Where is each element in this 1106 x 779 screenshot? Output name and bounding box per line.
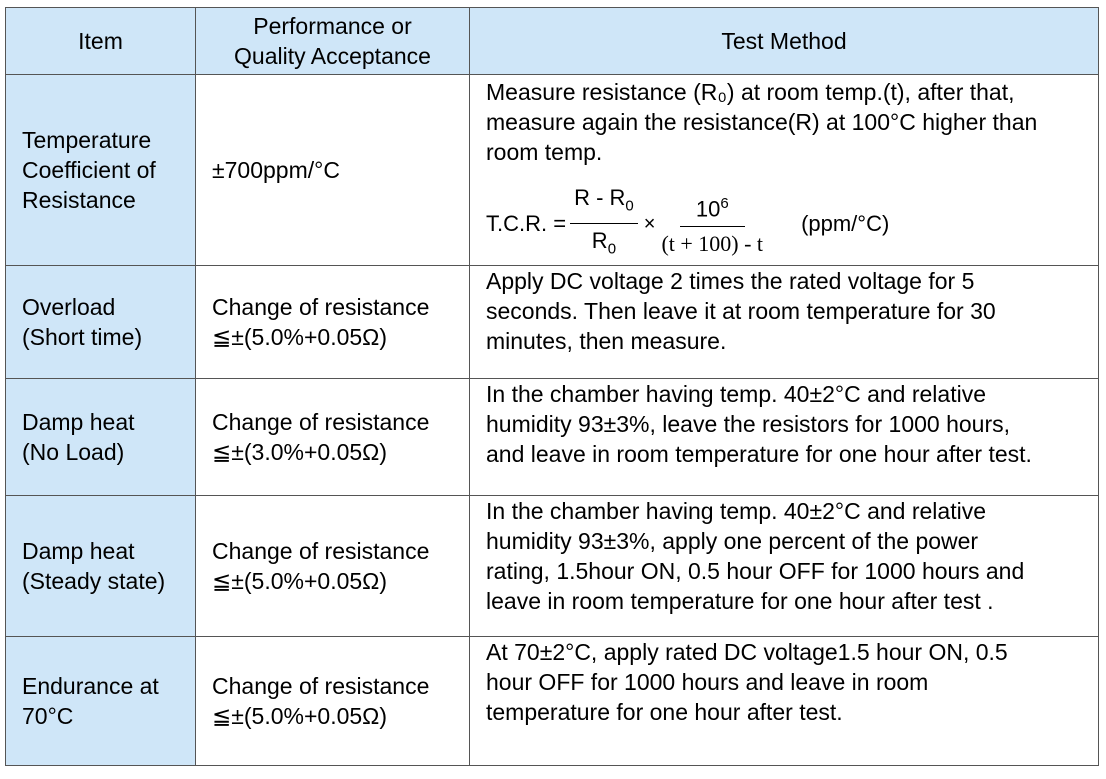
performance-text: Change of resistance — [212, 409, 430, 435]
test-line: humidity 93±3%, leave the resistors for 1000 hours, — [486, 411, 1011, 437]
performance-cell — [196, 379, 470, 496]
test-line: rating, 1.5hour ON, 0.5 hour OFF for 1000 hours and — [486, 558, 1025, 584]
item-text: Overload — [22, 294, 116, 320]
test-line: room temp. — [486, 139, 603, 165]
test-line: leave in room temperature for one hour after test . — [486, 588, 994, 614]
test-method-cell — [470, 496, 1099, 637]
performance-text: Change of resistance — [212, 673, 430, 699]
test-line: In the chamber having temp. 40±2°C and relative — [486, 381, 986, 407]
item-text: 70°C — [22, 703, 74, 729]
test-method-cell — [470, 637, 1099, 766]
test-method-text — [486, 266, 1092, 356]
fraction-2-numerator-text: 10 — [695, 196, 721, 222]
spec-table — [5, 7, 1099, 766]
performance-cell — [196, 75, 470, 266]
test-line: hour OFF for 1000 hours and leave in room — [486, 669, 929, 695]
test-method-text — [486, 379, 1092, 469]
performance-text: ±700ppm/°C — [212, 157, 340, 183]
fraction-1-numerator-text: R - R — [574, 185, 626, 210]
performance-text: ≦±(5.0%+0.05Ω) — [212, 703, 388, 729]
header-test-method-label: Test Method — [721, 28, 847, 54]
header-performance-line1: Performance or — [253, 13, 412, 39]
item-text: Resistance — [22, 187, 136, 213]
item-cell — [6, 496, 196, 637]
performance-text: ≦±(5.0%+0.05Ω) — [212, 324, 388, 350]
test-line: Measure resistance (R₀) at room temp.(t), after that, — [486, 79, 1015, 105]
fraction-1-numerator-sub: 0 — [625, 197, 634, 215]
test-line: seconds. Then leave it at room temperature for 30 — [486, 298, 996, 324]
test-line: At 70±2°C, apply rated DC voltage1.5 hour ON, 0.5 — [486, 639, 1008, 665]
item-cell — [6, 637, 196, 766]
formula-times: × — [643, 212, 656, 235]
item-text: (Steady state) — [22, 568, 166, 594]
test-method-cell — [470, 266, 1099, 379]
test-method-text — [486, 637, 1092, 727]
test-method-cell — [470, 75, 1099, 266]
spec-table-container — [5, 7, 1099, 766]
test-line: Apply DC voltage 2 times the rated voltage for 5 — [486, 268, 975, 294]
fraction-1-denominator — [592, 224, 616, 264]
test-method-text — [486, 496, 1092, 616]
item-cell — [6, 266, 196, 379]
item-cell — [6, 379, 196, 496]
test-method-cell — [470, 379, 1099, 496]
test-line: In the chamber having temp. 40±2°C and relative — [486, 498, 986, 524]
test-line: measure again the resistance(R) at 100°C higher than — [486, 109, 1038, 135]
performance-text: Change of resistance — [212, 294, 430, 320]
test-line: humidity 93±3%, apply one percent of the power — [486, 528, 979, 554]
item-text: Damp heat — [22, 538, 135, 564]
test-method-text — [486, 75, 1092, 167]
fraction-2-denominator: (t + 100) - t — [661, 231, 764, 257]
fraction-2-numerator — [680, 189, 745, 227]
item-text: Temperature — [22, 127, 152, 153]
header-test-method — [470, 8, 1099, 75]
test-line: and leave in room temperature for one hour after test. — [486, 441, 1032, 467]
item-text: (No Load) — [22, 439, 125, 465]
test-line: temperature for one hour after test. — [486, 699, 843, 725]
performance-cell — [196, 637, 470, 766]
performance-text: Change of resistance — [212, 538, 430, 564]
table-row — [6, 266, 1099, 379]
table-row — [6, 637, 1099, 766]
item-text: Endurance at — [22, 673, 159, 699]
formula-unit: (ppm/°C) — [801, 210, 890, 236]
table-row — [6, 75, 1099, 266]
fraction-1-denominator-text: R — [591, 228, 608, 254]
header-performance — [196, 8, 470, 75]
performance-cell — [196, 266, 470, 379]
performance-text: ≦±(3.0%+0.05Ω) — [212, 439, 388, 465]
header-item — [6, 8, 196, 75]
tcr-formula — [486, 183, 1092, 265]
header-item-label: Item — [78, 28, 123, 54]
item-text: Coefficient of — [22, 157, 156, 183]
fraction-2-numerator-sup: 6 — [720, 194, 729, 212]
formula-lhs: T.C.R. = — [486, 210, 567, 236]
formula-fraction-2 — [661, 189, 763, 259]
fraction-1-denominator-sub: 0 — [607, 240, 617, 258]
item-cell — [6, 75, 196, 266]
performance-text: ≦±(5.0%+0.05Ω) — [212, 568, 388, 594]
header-row — [6, 8, 1099, 75]
performance-cell — [196, 496, 470, 637]
table-row — [6, 496, 1099, 637]
header-performance-line2: Quality Acceptance — [234, 43, 431, 69]
item-text: (Short time) — [22, 324, 143, 350]
item-text: Damp heat — [22, 409, 135, 435]
formula-fraction-1 — [570, 183, 638, 265]
fraction-1-numerator — [570, 183, 638, 224]
test-line: minutes, then measure. — [486, 328, 727, 354]
table-row — [6, 379, 1099, 496]
